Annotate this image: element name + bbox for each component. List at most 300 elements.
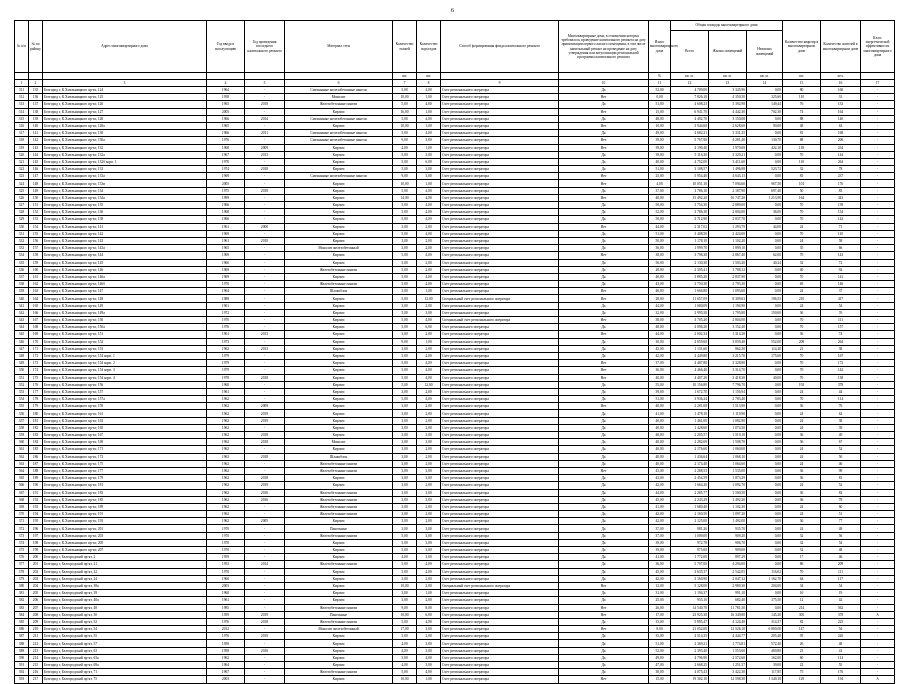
cell-wall-material: Кирпич xyxy=(285,309,393,316)
cell-entrances: 3,00 xyxy=(417,173,441,180)
cell-energy-class: - xyxy=(861,539,895,546)
unit-energy-class xyxy=(861,73,895,80)
cell-area-nonliving: 0,00 xyxy=(747,87,783,94)
cell-wear: 48,00 xyxy=(649,115,671,122)
cell-area-living: 7 796,70 xyxy=(709,381,747,388)
cell-district-no: 183 xyxy=(29,432,43,439)
cell-entrances: 3,00 xyxy=(417,432,441,439)
cell-wall-material: Смешанные железобетонные панели xyxy=(285,130,393,137)
cell-wall-material: Железобетонные панели xyxy=(285,561,393,568)
cell-district-no: 191 xyxy=(29,489,43,496)
cell-wear: 50,00 xyxy=(649,216,671,223)
cell-floors: 5,00 xyxy=(393,539,417,546)
cell-district-no: 160 xyxy=(29,266,43,273)
cell-energy-class: - xyxy=(861,108,895,115)
cell-area-living: 1 156,94 xyxy=(709,388,747,395)
header-residents: Количество жителей в многоквартирном доме xyxy=(821,21,861,73)
cell-accrued-share: Нет xyxy=(559,194,649,201)
cell-wall-material: Монолит железобетонный xyxy=(285,626,393,633)
cell-apartments: 209 xyxy=(783,338,821,345)
cell-address: Белгород г, К.Хмельницкого пр-кт, 154 корп. 1 xyxy=(43,352,207,359)
cell-floors: 3,00 xyxy=(393,331,417,338)
cell-idx: 359 xyxy=(15,432,29,439)
cell-apartments: 101 xyxy=(783,180,821,187)
cell-wall-material: Монолит железобетонный xyxy=(285,245,393,252)
cell-district-no: 159 xyxy=(29,259,43,266)
cell-area-nonliving: 44,00 xyxy=(747,223,783,230)
cell-wall-material: Монолит xyxy=(285,94,393,101)
cell-wall-material: Шлакоблок xyxy=(285,453,393,460)
cell-district-no: 213 xyxy=(29,647,43,654)
cell-area-nonliving: 0,00 xyxy=(747,202,783,209)
cell-entrances: 4,00 xyxy=(417,374,441,381)
cell-wall-material: Кирпич xyxy=(285,654,393,661)
cell-residents: 41 xyxy=(821,647,861,654)
cell-area-total: 2 305,41 xyxy=(671,266,709,273)
cell-area-nonliving: 0,00 xyxy=(747,130,783,137)
cell-apartments: 86 xyxy=(783,561,821,568)
cell-entrances: 2,00 xyxy=(417,503,441,510)
cell-wall-material: Железобетонные панели xyxy=(285,101,393,108)
cell-entrances: 2,00 xyxy=(417,633,441,640)
cell-overhaul-year: - xyxy=(245,87,285,94)
cell-residents: 76 xyxy=(821,403,861,410)
cell-address: Белгород г, Белгородский пр-кт, 21 xyxy=(43,561,207,568)
cell-area-total: 4 608,23 xyxy=(671,101,709,108)
column-number-wall-material: 6 xyxy=(285,80,393,87)
cell-wear: 36,00 xyxy=(649,561,671,568)
cell-energy-class: - xyxy=(861,496,895,503)
cell-energy-class: - xyxy=(861,273,895,280)
cell-area-total: 2 205,57 xyxy=(671,432,709,439)
cell-overhaul-year: 2019 xyxy=(245,633,285,640)
cell-floors: 9,00 xyxy=(393,604,417,611)
cell-residents: 206 xyxy=(821,137,861,144)
cell-area-total: 2 288,53 xyxy=(671,467,709,474)
cell-residents: 51 xyxy=(821,511,861,518)
cell-year-built: 1959 xyxy=(207,554,245,561)
cell-entrances: 4,00 xyxy=(417,194,441,201)
cell-area-nonliving: 116,02 xyxy=(747,568,783,575)
table-row xyxy=(15,467,895,474)
cell-energy-class: А xyxy=(861,611,895,618)
cell-address: Белгород г, К.Хмельницкого пр-кт, 193 xyxy=(43,518,207,525)
cell-entrances: 3,00 xyxy=(417,647,441,654)
cell-address: Белгород г, К.Хмельницкого пр-кт, 143а xyxy=(43,245,207,252)
cell-overhaul-year: 2018 xyxy=(245,166,285,173)
cell-area-living: 1 508,70 xyxy=(709,439,747,446)
cell-floors: 3,00 xyxy=(393,424,417,431)
cell-area-living: 7 094,60 xyxy=(709,180,747,187)
table-row xyxy=(15,396,895,403)
table-row xyxy=(15,151,895,158)
cell-year-built: 1972 xyxy=(207,309,245,316)
cell-year-built: 1979 xyxy=(207,352,245,359)
cell-wall-material: Кирпич xyxy=(285,202,393,209)
cell-overhaul-year: 2019 xyxy=(245,417,285,424)
cell-residents: 54 xyxy=(821,582,861,589)
cell-apartments: 88 xyxy=(783,115,821,122)
cell-wear: 15,00 xyxy=(649,108,671,115)
cell-district-no: 137 xyxy=(29,101,43,108)
cell-district-no: 178 xyxy=(29,396,43,403)
cell-area-total: 5 767,90 xyxy=(671,137,709,144)
cell-district-no: 179 xyxy=(29,403,43,410)
cell-idx: 386 xyxy=(15,626,29,633)
cell-area-nonliving: 0,00 xyxy=(747,396,783,403)
cell-fund-method: Счет регионального оператора xyxy=(441,345,559,352)
cell-district-no: 152 xyxy=(29,209,43,216)
cell-area-living: 2 804,00 xyxy=(709,209,747,216)
cell-residents: 66 xyxy=(821,245,861,252)
cell-residents: 417 xyxy=(821,295,861,302)
cell-wall-material: Кирпич xyxy=(285,302,393,309)
cell-floors: 5,00 xyxy=(393,669,417,676)
cell-address: Белгород г, К.Хмельницкого пр-кт, 125 xyxy=(43,94,207,101)
cell-area-nonliving: 0,00 xyxy=(747,518,783,525)
cell-floors: 5,00 xyxy=(393,281,417,288)
cell-year-built: 1966 xyxy=(207,115,245,122)
cell-apartments: 82 xyxy=(783,618,821,625)
cell-accrued-share: Нет xyxy=(559,611,649,618)
cell-address: Белгород г, Белгородский пр-кт, 55 xyxy=(43,633,207,640)
cell-year-built: 1962 xyxy=(207,489,245,496)
cell-area-total: 1 772,00 xyxy=(671,554,709,561)
cell-wear: 38,00 xyxy=(649,252,671,259)
column-number-fund-method: 9 xyxy=(441,80,559,87)
cell-energy-class: - xyxy=(861,259,895,266)
cell-fund-method: Счет регионального оператора xyxy=(441,360,559,367)
cell-energy-class: - xyxy=(861,662,895,669)
cell-energy-class: - xyxy=(861,388,895,395)
header-district-no: № по району xyxy=(29,21,43,73)
cell-address: Белгород г, К.Хмельницкого пр-кт, 171 xyxy=(43,446,207,453)
cell-area-living: 4 281,40 xyxy=(709,137,747,144)
table-row xyxy=(15,108,895,115)
cell-accrued-share: Да xyxy=(559,237,649,244)
cell-wear: 44,00 xyxy=(649,331,671,338)
cell-year-built: 1962 xyxy=(207,432,245,439)
cell-overhaul-year: - xyxy=(245,654,285,661)
cell-address: Белгород г, К.Хмельницкого пр-кт, 203 xyxy=(43,532,207,539)
cell-wear: 26,00 xyxy=(649,604,671,611)
table-row xyxy=(15,633,895,640)
cell-wear: 56,00 xyxy=(649,259,671,266)
cell-floors: 5,00 xyxy=(393,568,417,575)
cell-area-nonliving: 150,00 xyxy=(747,309,783,316)
cell-wall-material: Кирпич xyxy=(285,122,393,129)
cell-district-no: 188 xyxy=(29,467,43,474)
cell-area-total: 3 936,24 xyxy=(671,396,709,403)
cell-area-total: 4 492,70 xyxy=(671,115,709,122)
cell-overhaul-year: - xyxy=(245,597,285,604)
cell-area-total: 4 682,21 xyxy=(671,130,709,137)
cell-wall-material: Кирпич xyxy=(285,252,393,259)
unit-area-nonliving: кв. м. xyxy=(747,73,783,80)
cell-apartments: 24 xyxy=(783,446,821,453)
cell-accrued-share: Да xyxy=(559,503,649,510)
cell-fund-method: Счет регионального оператора xyxy=(441,87,559,94)
cell-area-total: 15 492,20 xyxy=(671,194,709,201)
header-overhaul-year: Год проведения последнего капитального ремонта xyxy=(245,21,285,73)
cell-residents: 141 xyxy=(821,273,861,280)
cell-district-no: 206 xyxy=(29,597,43,604)
cell-area-living: 3 392,98 xyxy=(709,101,747,108)
cell-area-living: 862,30 xyxy=(709,345,747,352)
cell-residents: 54 xyxy=(821,539,861,546)
cell-area-living: 1 795,80 xyxy=(709,309,747,316)
cell-district-no: 216 xyxy=(29,669,43,676)
cell-wall-material: Кирпич xyxy=(285,676,393,683)
cell-district-no: 171 xyxy=(29,345,43,352)
cell-area-total: 4 059,60 xyxy=(671,338,709,345)
cell-idx: 323 xyxy=(15,173,29,180)
cell-idx: 349 xyxy=(15,360,29,367)
cell-wall-material: Железобетонные панели xyxy=(285,604,393,611)
cell-area-nonliving: 0,00 xyxy=(747,539,783,546)
table-row xyxy=(15,173,895,180)
cell-apartments: 36 xyxy=(783,489,821,496)
cell-idx: 369 xyxy=(15,503,29,510)
cell-wear: 51,00 xyxy=(649,230,671,237)
cell-entrances: 3,00 xyxy=(417,309,441,316)
cell-area-nonliving: 469,80 xyxy=(747,647,783,654)
cell-entrances: 4,00 xyxy=(417,230,441,237)
cell-floors: 3,00 xyxy=(393,525,417,532)
cell-energy-class: - xyxy=(861,568,895,575)
cell-fund-method: Счет регионального оператора xyxy=(441,388,559,395)
cell-fund-method: Счет регионального оператора xyxy=(441,144,559,151)
cell-area-total: 981,26 xyxy=(671,525,709,532)
cell-apartments: 32 xyxy=(783,547,821,554)
cell-district-no: 189 xyxy=(29,475,43,482)
cell-idx: 322 xyxy=(15,166,29,173)
cell-floors: 5,00 xyxy=(393,209,417,216)
cell-overhaul-year: - xyxy=(245,669,285,676)
cell-residents: 71 xyxy=(821,223,861,230)
column-number-apartments: 15 xyxy=(783,80,821,87)
cell-year-built: 2012 xyxy=(207,626,245,633)
cell-address: Белгород г, К.Хмельницкого пр-кт, 201 xyxy=(43,525,207,532)
cell-fund-method: Счет регионального оператора xyxy=(441,676,559,683)
cell-floors: 5,00 xyxy=(393,374,417,381)
cell-floors: 3,00 xyxy=(393,518,417,525)
cell-entrances: 2,00 xyxy=(417,259,441,266)
cell-accrued-share: Да xyxy=(559,539,649,546)
cell-address: Белгород г, К.Хмельницкого пр-кт, 154 корп. 4 xyxy=(43,374,207,381)
cell-residents: 140 xyxy=(821,115,861,122)
cell-overhaul-year: - xyxy=(245,467,285,474)
cell-apartments: 80 xyxy=(783,87,821,94)
cell-wear: 40,00 xyxy=(649,460,671,467)
table-row xyxy=(15,245,895,252)
cell-area-living: 1 553,60 xyxy=(709,647,747,654)
cell-year-built: 1961 xyxy=(207,302,245,309)
cell-area-total: 1 131,60 xyxy=(671,345,709,352)
cell-area-living: 1 535,00 xyxy=(709,467,747,474)
cell-entrances: 3,00 xyxy=(417,640,441,647)
cell-fund-method: Счет регионального оператора xyxy=(441,460,559,467)
cell-district-no: 184 xyxy=(29,439,43,446)
cell-accrued-share: Да xyxy=(559,590,649,597)
cell-address: Белгород г, К.Хмельницкого пр-кт, 154 корп. 3 xyxy=(43,367,207,374)
cell-idx: 375 xyxy=(15,547,29,554)
cell-district-no: 186 xyxy=(29,453,43,460)
cell-entrances: 3,00 xyxy=(417,662,441,669)
cell-wear: 39,00 xyxy=(649,539,671,546)
unit-year-built xyxy=(207,73,245,80)
cell-apartments: 34 xyxy=(783,582,821,589)
cell-energy-class: - xyxy=(861,302,895,309)
cell-area-total: 3 754,30 xyxy=(671,202,709,209)
cell-area-total: 4 075,43 xyxy=(671,669,709,676)
table-row xyxy=(15,288,895,295)
cell-apartments: 17 xyxy=(783,554,821,561)
cell-overhaul-year: - xyxy=(245,604,285,611)
cell-area-total: 19 302,10 xyxy=(671,676,709,683)
column-number-address: 3 xyxy=(43,80,207,87)
table-row xyxy=(15,237,895,244)
cell-area-total: 2 125,00 xyxy=(671,518,709,525)
cell-area-nonliving: 0,00 xyxy=(747,302,783,309)
cell-year-built: 2003 xyxy=(207,676,245,683)
cell-year-built: 1964 xyxy=(207,662,245,669)
cell-accrued-share: Да xyxy=(559,496,649,503)
header-address: Адрес многоквартирного дома xyxy=(43,21,207,73)
cell-area-nonliving: 0,00 xyxy=(747,547,783,554)
cell-apartments: 70 xyxy=(783,209,821,216)
cell-wear: 40,00 xyxy=(649,432,671,439)
cell-wear: 45,00 xyxy=(649,345,671,352)
cell-accrued-share: Да xyxy=(559,432,649,439)
cell-area-living: 3 314,70 xyxy=(709,367,747,374)
cell-overhaul-year: - xyxy=(245,209,285,216)
cell-fund-method: Счет регионального оператора xyxy=(441,281,559,288)
cell-floors: 3,00 xyxy=(393,482,417,489)
cell-wear: 38,00 xyxy=(649,317,671,324)
cell-address: Белгород г, К.Хмельницкого пр-кт, 147 xyxy=(43,288,207,295)
cell-apartments: 70 xyxy=(783,151,821,158)
cell-apartments: 23 xyxy=(783,647,821,654)
cell-fund-method: Специальный счет регионального оператора xyxy=(441,582,559,589)
cell-wear: 37,00 xyxy=(649,187,671,194)
cell-year-built: 1962 xyxy=(207,453,245,460)
column-number-entrances: 8 xyxy=(417,80,441,87)
cell-accrued-share: Да xyxy=(559,87,649,94)
cell-fund-method: Счет регионального оператора xyxy=(441,288,559,295)
cell-address: Белгород г, К.Хмельницкого пр-кт, 130а xyxy=(43,137,207,144)
cell-idx: 338 xyxy=(15,281,29,288)
cell-energy-class: - xyxy=(861,453,895,460)
cell-year-built: 1967 xyxy=(207,669,245,676)
cell-area-living: 909,20 xyxy=(709,532,747,539)
cell-address: Белгород г, К.Хмельницкого пр-кт, 145 xyxy=(43,259,207,266)
cell-address: Белгород г, К.Хмельницкого пр-кт, 135 xyxy=(43,202,207,209)
cell-area-nonliving: 39,00 xyxy=(747,662,783,669)
cell-wall-material: Кирпич xyxy=(285,273,393,280)
cell-area-living: 1 873,29 xyxy=(709,475,747,482)
cell-wear: 55,00 xyxy=(649,381,671,388)
cell-apartments: 70 xyxy=(783,374,821,381)
cell-entrances: 2,00 xyxy=(417,511,441,518)
cell-energy-class: - xyxy=(861,460,895,467)
cell-address: Белгород г, К.Хмельницкого пр-кт, 207 xyxy=(43,547,207,554)
table-row xyxy=(15,532,895,539)
cell-entrances: 1,00 xyxy=(417,590,441,597)
cell-wear: 45,00 xyxy=(649,568,671,575)
cell-wear: 44,00 xyxy=(649,302,671,309)
cell-wear: 49,00 xyxy=(649,130,671,137)
cell-overhaul-year: - xyxy=(245,216,285,223)
table-row xyxy=(15,87,895,94)
cell-entrances: 4,00 xyxy=(417,273,441,280)
cell-area-total: 3 160,90 xyxy=(671,575,709,582)
cell-address: Белгород г, Белгородский пр-кт, 40а xyxy=(43,597,207,604)
cell-accrued-share: Нет xyxy=(559,676,649,683)
cell-year-built: 1969 xyxy=(207,252,245,259)
cell-area-nonliving: 90,00 xyxy=(747,122,783,129)
cell-idx: 311 xyxy=(15,87,29,94)
cell-wall-material: Железобетонные панели xyxy=(285,489,393,496)
cell-wear: 38,00 xyxy=(649,669,671,676)
cell-idx: 390 xyxy=(15,654,29,661)
cell-area-nonliving: 1 340,18 xyxy=(747,676,783,683)
cell-energy-class: - xyxy=(861,511,895,518)
cell-overhaul-year: - xyxy=(245,367,285,374)
cell-area-living: 4 124,40 xyxy=(709,618,747,625)
cell-area-total: 3 712,90 xyxy=(671,216,709,223)
cell-district-no: 149 xyxy=(29,187,43,194)
cell-district-no: 157 xyxy=(29,245,43,252)
cell-address: Белгород г, К.Хмельницкого пр-кт, 132 xyxy=(43,144,207,151)
cell-area-living: 1 899,10 xyxy=(709,245,747,252)
cell-year-built: 1962 xyxy=(207,467,245,474)
cell-apartments: 95 xyxy=(783,633,821,640)
cell-district-no: 143 xyxy=(29,144,43,151)
cell-floors: 5,00 xyxy=(393,381,417,388)
cell-wear: 42,00 xyxy=(649,511,671,518)
cell-area-living: 11 781,30 xyxy=(709,604,747,611)
cell-district-no: 209 xyxy=(29,618,43,625)
table-row xyxy=(15,424,895,431)
cell-area-total: 10 051,10 xyxy=(671,180,709,187)
cell-residents: 48 xyxy=(821,547,861,554)
cell-apartments: 24 xyxy=(783,223,821,230)
housing-register-table-container xyxy=(14,20,894,684)
cell-apartments: 210 xyxy=(783,295,821,302)
table-row xyxy=(15,561,895,568)
cell-accrued-share: Да xyxy=(559,446,649,453)
cell-fund-method: Счет регионального оператора xyxy=(441,324,559,331)
cell-wear: 49,00 xyxy=(649,654,671,661)
cell-floors: 3,00 xyxy=(393,460,417,467)
table-row xyxy=(15,144,895,151)
cell-wall-material: Кирпич xyxy=(285,547,393,554)
cell-fund-method: Счет регионального оператора xyxy=(441,137,559,144)
cell-entrances: 2,00 xyxy=(417,388,441,395)
cell-accrued-share: Да xyxy=(559,202,649,209)
cell-accrued-share: Нет xyxy=(559,604,649,611)
cell-overhaul-year: - xyxy=(245,317,285,324)
cell-wall-material: Кирпич xyxy=(285,194,393,201)
cell-wear: 0,00 xyxy=(649,94,671,101)
cell-area-living: 1 102,30 xyxy=(709,503,747,510)
cell-area-total: 1 666,80 xyxy=(671,288,709,295)
cell-address: Белгород г, Белгородский пр-кт, 2 xyxy=(43,554,207,561)
cell-year-built: 1966 xyxy=(207,202,245,209)
cell-fund-method: Счет регионального оператора xyxy=(441,633,559,640)
table-row xyxy=(15,618,895,625)
